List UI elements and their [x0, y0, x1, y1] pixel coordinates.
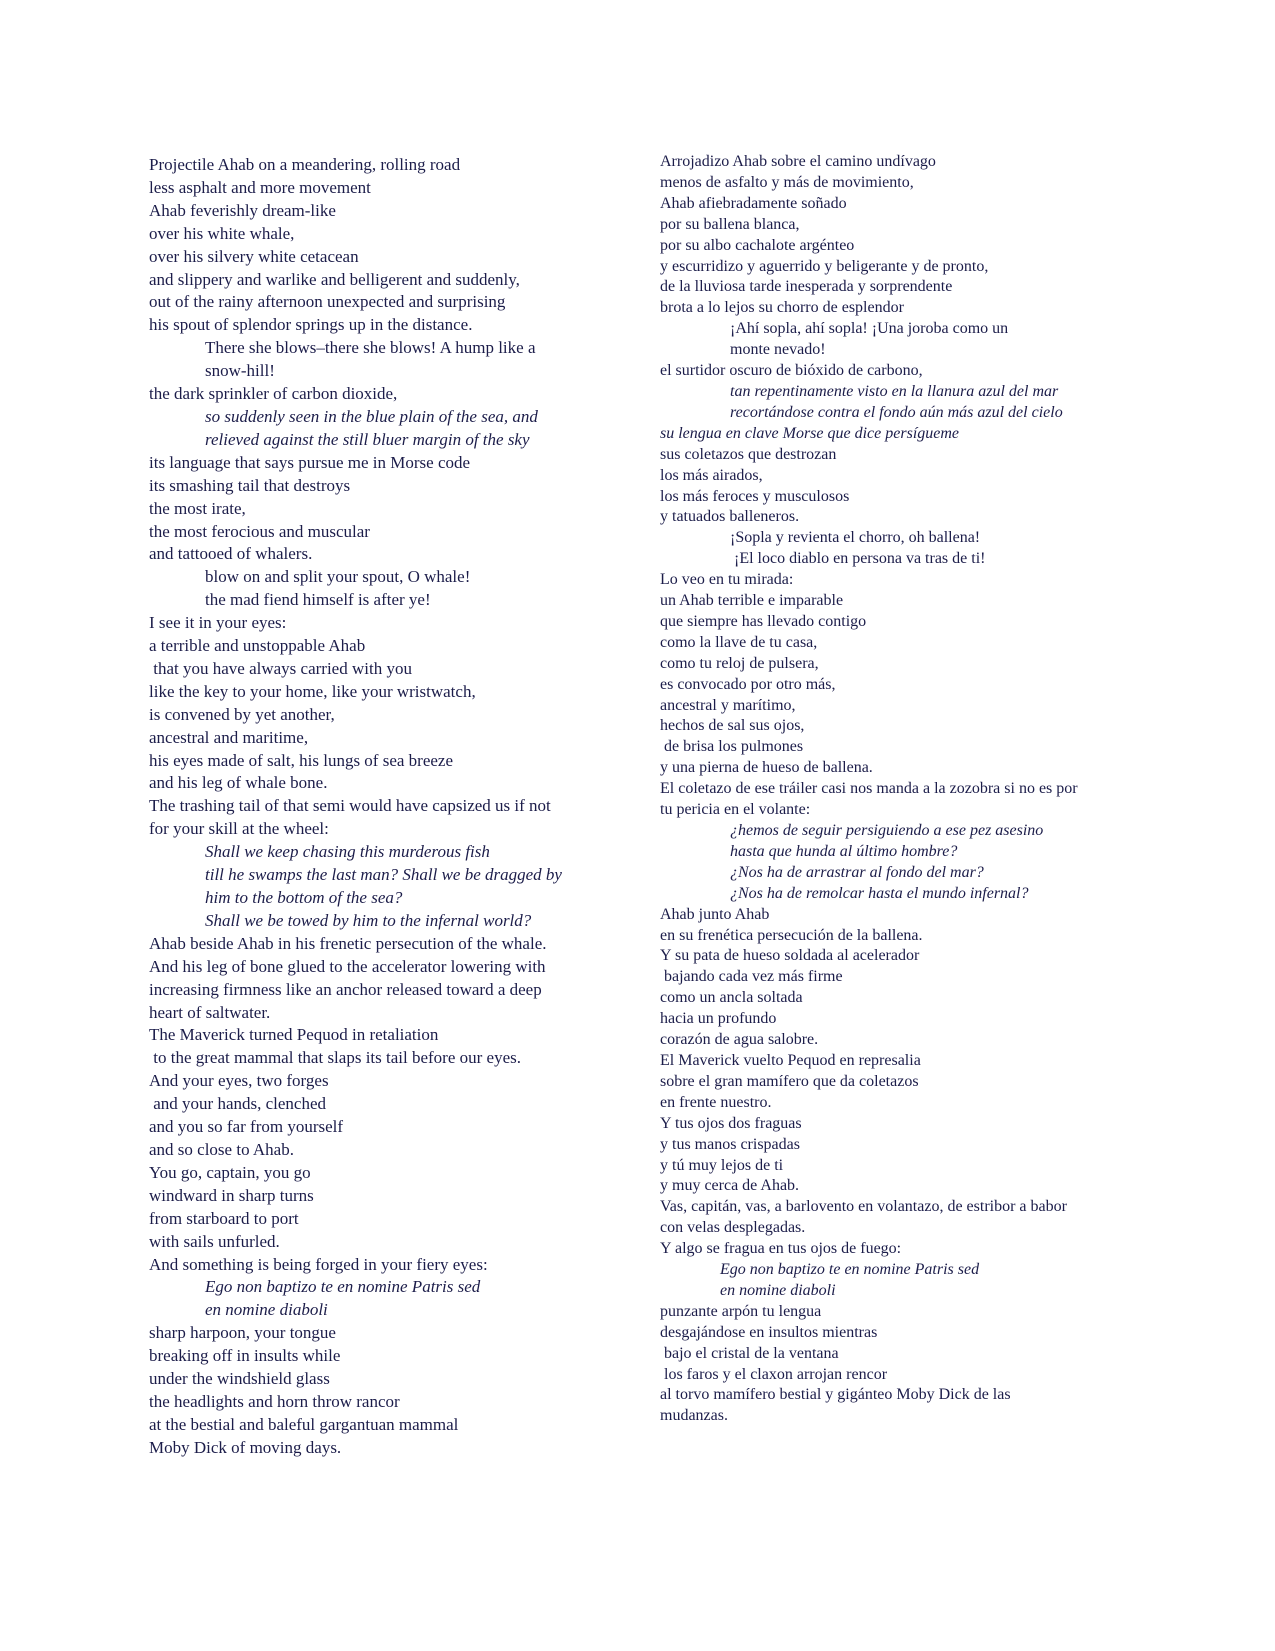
- english-verse-line: Projectile Ahab on a meandering, rolling road: [149, 155, 461, 174]
- english-verse-line: relieved against the still bluer margin of the sky: [205, 429, 530, 449]
- spanish-verse-line: y muy cerca de Ahab.: [660, 1177, 800, 1195]
- spanish-verse-line: ¿hemos de seguir persiguiendo a ese pez asesino: [730, 822, 1044, 839]
- english-verse-line: the mad fiend himself is after ye!: [205, 590, 431, 610]
- spanish-verse-line: al torvo mamífero bestial y gigánteo Moby Dick de las: [660, 1386, 1011, 1404]
- spanish-verse-line: El coletazo de ese tráiler casi nos manda a la zozobra si no es por: [660, 780, 1078, 798]
- english-verse-line: And his leg of bone glued to the accelerator lowering with: [149, 956, 546, 976]
- english-verse-line: and so close to Ahab.: [149, 1139, 294, 1159]
- english-verse-line: the dark sprinkler of carbon dioxide,: [149, 384, 398, 404]
- spanish-verse-line: los faros y el claxon arrojan rencor: [660, 1365, 888, 1383]
- english-verse-line: Shall we be towed by him to the infernal world?: [205, 910, 532, 930]
- spanish-verse-line: en su frenética persecución de la ballena.: [660, 926, 923, 944]
- spanish-verse-line: recortándose contra el fondo aún más azul del cielo: [730, 403, 1063, 421]
- english-verse-line: Ego non baptizo te en nomine Patris sed: [205, 1277, 481, 1297]
- english-verse-line: and his leg of whale bone.: [149, 773, 328, 793]
- english-verse-line: till he swamps the last man? Shall we be dragged by: [205, 865, 562, 885]
- english-verse-line: that you have always carried with you: [149, 658, 412, 678]
- english-verse-line: at the bestial and baleful gargantuan mammal: [149, 1414, 459, 1434]
- spanish-verse-line: como tu reloj de pulsera,: [660, 654, 819, 672]
- spanish-verse-line: es convocado por otro más,: [660, 675, 836, 693]
- spanish-verse-line: tan repentinamente visto en la llanura azul del mar: [730, 382, 1059, 400]
- spanish-verse-line: de la lluviosa tarde inesperada y sorprendente: [660, 278, 953, 296]
- spanish-poem-column: [660, 152, 1140, 1427]
- spanish-verse-line: Ego non baptizo te en nomine Patris sed: [720, 1261, 980, 1279]
- spanish-verse-line: en nomine diaboli: [720, 1281, 836, 1299]
- spanish-verse-line: los más feroces y musculosos: [660, 487, 850, 505]
- spanish-verse-line: Ahab junto Ahab: [660, 905, 770, 923]
- spanish-verse-line: Ahab afiebradamente soñado: [660, 194, 847, 212]
- english-verse-line: the most irate,: [149, 498, 246, 518]
- spanish-verse-line: y tus manos crispadas: [660, 1135, 800, 1153]
- spanish-verse-line: por su albo cachalote argénteo: [660, 236, 855, 254]
- spanish-verse-line: y tatuados balleneros.: [660, 508, 800, 526]
- english-verse-line: with sails unfurled.: [149, 1231, 280, 1251]
- english-verse-line: and you so far from yourself: [149, 1117, 344, 1137]
- spanish-verse-line: brota a lo lejos su chorro de esplendor: [660, 299, 904, 317]
- english-verse-line: Shall we keep chasing this murderous fish: [205, 842, 490, 862]
- english-verse-line: so suddenly seen in the blue plain of the sea, and: [205, 406, 538, 426]
- english-verse-line: his eyes made of salt, his lungs of sea breeze: [149, 750, 454, 770]
- spanish-verse-line: Vas, capitán, vas, a barlovento en volantazo, de estribor a babor: [660, 1198, 1067, 1216]
- english-verse-line: breaking off in insults while: [149, 1346, 341, 1366]
- english-verse-line: sharp harpoon, your tongue: [149, 1323, 336, 1343]
- spanish-verse-line: menos de asfalto y más de movimiento,: [660, 173, 914, 191]
- english-verse-line: him to the bottom of the sea?: [205, 888, 403, 907]
- english-verse-line: You go, captain, you go: [149, 1162, 311, 1182]
- spanish-verse-line: ¡Ahí sopla, ahí sopla! ¡Una joroba como un: [730, 320, 1009, 338]
- spanish-verse-line: ¡Sopla y revienta el chorro, oh ballena!: [730, 529, 981, 547]
- english-verse-line: the headlights and horn throw rancor: [149, 1391, 400, 1411]
- english-verse-line: en nomine diaboli: [205, 1300, 328, 1320]
- spanish-verse-line: ancestral y marítimo,: [660, 696, 796, 714]
- spanish-verse-line: con velas desplegadas.: [660, 1219, 806, 1237]
- english-verse-line: Ahab beside Ahab in his frenetic persecution of the whale.: [149, 933, 547, 953]
- english-verse-line: and slippery and warlike and belligerent and suddenly,: [149, 269, 520, 289]
- english-verse-line: and your hands, clenched: [149, 1094, 327, 1114]
- english-verse-line: increasing firmness like an anchor released toward a deep: [149, 979, 542, 999]
- english-verse-line: heart of saltwater.: [149, 1002, 271, 1022]
- spanish-verse-line: los más airados,: [660, 466, 763, 484]
- spanish-verse-line: sus coletazos que destrozan: [660, 445, 837, 463]
- spanish-verse-line: bajo el cristal de la ventana: [660, 1344, 839, 1362]
- spanish-verse-line: y tú muy lejos de ti: [660, 1156, 784, 1174]
- english-verse-line: Ahab feverishly dream-like: [149, 200, 336, 220]
- spanish-verse-line: su lengua en clave Morse que dice persígueme: [660, 424, 960, 442]
- english-verse-line: and tattooed of whalers.: [149, 544, 313, 564]
- spanish-verse-line: mudanzas.: [660, 1407, 728, 1425]
- spanish-verse-line: corazón de agua salobre.: [660, 1031, 819, 1049]
- english-poem-column: [149, 154, 619, 1460]
- spanish-verse-line: Lo veo en tu mirada:: [660, 571, 794, 589]
- spanish-verse-line: hechos de sal sus ojos,: [660, 717, 805, 735]
- english-verse-line: ancestral and maritime,: [149, 727, 309, 747]
- english-verse-line: its language that says pursue me in Morse code: [149, 452, 471, 472]
- english-verse-line: There she blows–there she blows! A hump like a: [205, 338, 536, 358]
- spanish-verse-line: ¡El loco diablo en persona va tras de ti!: [730, 550, 986, 568]
- english-verse-line: Moby Dick of moving days.: [149, 1437, 342, 1457]
- spanish-verse-line: hacia un profundo: [660, 1010, 777, 1028]
- english-verse-line: the most ferocious and muscular: [149, 521, 370, 541]
- english-verse-line: less asphalt and more movement: [149, 177, 371, 197]
- english-verse-line: for your skill at the wheel:: [149, 819, 329, 839]
- spanish-verse-line: que siempre has llevado contigo: [660, 612, 867, 630]
- english-verse-line: its smashing tail that destroys: [149, 475, 351, 495]
- english-verse-line: from starboard to port: [149, 1208, 299, 1228]
- english-verse-line: windward in sharp turns: [149, 1185, 314, 1205]
- spanish-verse-line: hasta que hunda al último hombre?: [730, 842, 958, 860]
- spanish-verse-line: Y algo se fragua en tus ojos de fuego:: [660, 1240, 902, 1258]
- spanish-verse-line: el surtidor oscuro de bióxido de carbono,: [660, 362, 923, 380]
- spanish-verse-line: Arrojadizo Ahab sobre el camino undívago: [660, 153, 936, 170]
- english-verse-line: snow-hill!: [205, 361, 275, 381]
- english-verse-line: his spout of splendor springs up in the distance.: [149, 315, 473, 335]
- spanish-verse-line: por su ballena blanca,: [660, 215, 800, 233]
- english-verse-line: The trashing tail of that semi would have capsized us if not: [149, 796, 551, 816]
- english-verse-line: to the great mammal that slaps its tail before our eyes.: [149, 1048, 521, 1068]
- spanish-verse-line: Y su pata de hueso soldada al acelerador: [660, 947, 920, 965]
- spanish-verse-line: desgajándose en insultos mientras: [660, 1323, 878, 1341]
- english-verse-line: blow on and split your spout, O whale!: [205, 567, 471, 587]
- english-verse-line: And your eyes, two forges: [149, 1071, 329, 1091]
- spanish-verse-line: un Ahab terrible e imparable: [660, 592, 844, 610]
- english-verse-line: out of the rainy afternoon unexpected and surprising: [149, 292, 506, 312]
- spanish-verse-line: ¿Nos ha de arrastrar al fondo del mar?: [730, 863, 984, 881]
- english-verse-line: under the windshield glass: [149, 1369, 330, 1389]
- spanish-verse-line: monte nevado!: [730, 341, 826, 359]
- english-verse-line: The Maverick turned Pequod in retaliation: [149, 1025, 439, 1045]
- english-verse-line: over his silvery white cetacean: [149, 246, 359, 266]
- english-verse-line: is convened by yet another,: [149, 704, 335, 724]
- spanish-verse-line: Y tus ojos dos fraguas: [660, 1114, 802, 1132]
- spanish-verse-line: ¿Nos ha de remolcar hasta el mundo infernal?: [730, 884, 1029, 902]
- spanish-verse-line: como la llave de tu casa,: [660, 633, 818, 651]
- spanish-verse-line: tu pericia en el volante:: [660, 801, 811, 819]
- english-verse-line: like the key to your home, like your wristwatch,: [149, 681, 476, 701]
- english-verse-line: And something is being forged in your fiery eyes:: [149, 1254, 488, 1274]
- spanish-verse-line: en frente nuestro.: [660, 1093, 772, 1111]
- english-verse-line: I see it in your eyes:: [149, 613, 287, 633]
- english-verse-line: a terrible and unstoppable Ahab: [149, 636, 366, 656]
- spanish-verse-line: bajando cada vez más firme: [660, 968, 843, 986]
- spanish-verse-line: y escurridizo y aguerrido y beligerante y de pronto,: [660, 257, 989, 275]
- english-verse-line: over his white whale,: [149, 223, 295, 243]
- spanish-verse-line: sobre el gran mamífero que da coletazos: [660, 1072, 919, 1090]
- spanish-verse-line: El Maverick vuelto Pequod en represalia: [660, 1051, 921, 1069]
- spanish-verse-line: y una pierna de hueso de ballena.: [660, 759, 873, 777]
- spanish-verse-line: punzante arpón tu lengua: [660, 1302, 822, 1320]
- spanish-verse-line: como un ancla soltada: [660, 989, 803, 1007]
- spanish-verse-line: de brisa los pulmones: [660, 738, 804, 756]
